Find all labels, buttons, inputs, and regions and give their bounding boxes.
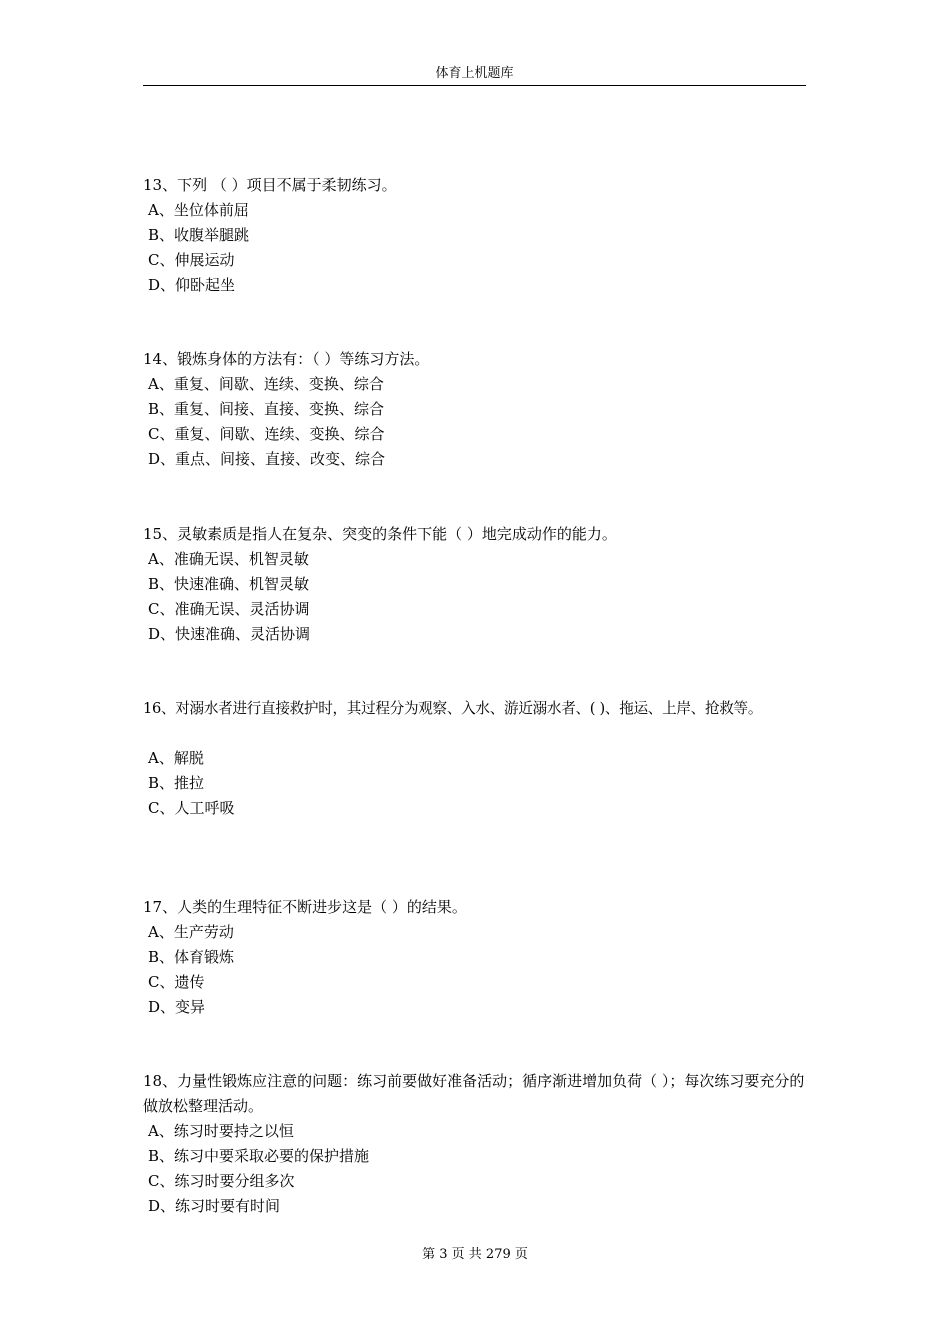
option-c: C、人工呼吸 xyxy=(148,799,235,817)
option-c: C、遗传 xyxy=(148,973,205,991)
option-c: C、伸展运动 xyxy=(148,251,235,269)
question-text: 15、灵敏素质是指人在复杂、突变的条件下能（ ）地完成动作的能力。 xyxy=(143,525,617,543)
option-c: C、重复、间歇、连续、变换、综合 xyxy=(148,425,385,443)
question-17 xyxy=(143,895,823,1020)
question-16 xyxy=(143,696,823,821)
page-number: 第 3 页 共 279 页 xyxy=(422,1247,528,1262)
question-text: 18、力量性锻炼应注意的问题：练习前要做好准备活动；循序渐进增加负荷（ ）；每次练习要充分的做放松整理活动。 xyxy=(143,1072,805,1115)
question-text: 13、下列 （ ）项目不属于柔韧练习。 xyxy=(143,176,397,194)
page-footer xyxy=(0,1247,950,1263)
question-15 xyxy=(143,522,823,647)
question-18 xyxy=(143,1069,823,1219)
option-d: D、变异 xyxy=(148,998,206,1016)
option-d: D、快速准确、灵活协调 xyxy=(148,625,311,643)
option-c: C、准确无误、灵活协调 xyxy=(148,600,310,618)
spacer xyxy=(143,721,823,746)
option-b: B、收腹举腿跳 xyxy=(148,226,250,244)
question-text: 16、对溺水者进行直接救护时，其过程分为观察、入水、游近溺水者、( )、拖运、上岸、抢救等。 xyxy=(143,700,763,717)
page-header xyxy=(143,66,806,86)
option-d: D、重点、间接、直接、改变、综合 xyxy=(148,450,386,468)
option-a: A、练习时要持之以恒 xyxy=(148,1122,294,1140)
option-a: A、解脱 xyxy=(148,749,204,767)
option-a: A、坐位体前屈 xyxy=(148,201,249,219)
option-b: B、重复、间接、直接、变换、综合 xyxy=(148,400,385,418)
option-a: A、重复、间歇、连续、变换、综合 xyxy=(148,375,384,393)
option-b: B、快速准确、机智灵敏 xyxy=(148,575,310,593)
question-text: 17、人类的生理特征不断进步这是（ ）的结果。 xyxy=(143,898,467,916)
option-c: C、练习时要分组多次 xyxy=(148,1172,295,1190)
header-title: 体育上机题库 xyxy=(435,66,514,81)
option-a: A、生产劳动 xyxy=(148,923,234,941)
question-text: 14、锻炼身体的方法有：（ ）等练习方法。 xyxy=(143,350,430,368)
question-13 xyxy=(143,173,823,298)
option-b: B、推拉 xyxy=(148,774,205,792)
option-d: D、练习时要有时间 xyxy=(148,1197,281,1215)
question-14 xyxy=(143,347,823,472)
option-a: A、准确无误、机智灵敏 xyxy=(148,550,309,568)
option-d: D、仰卧起坐 xyxy=(148,276,236,294)
option-b: B、练习中要采取必要的保护措施 xyxy=(148,1147,370,1165)
option-b: B、体育锻炼 xyxy=(148,948,235,966)
